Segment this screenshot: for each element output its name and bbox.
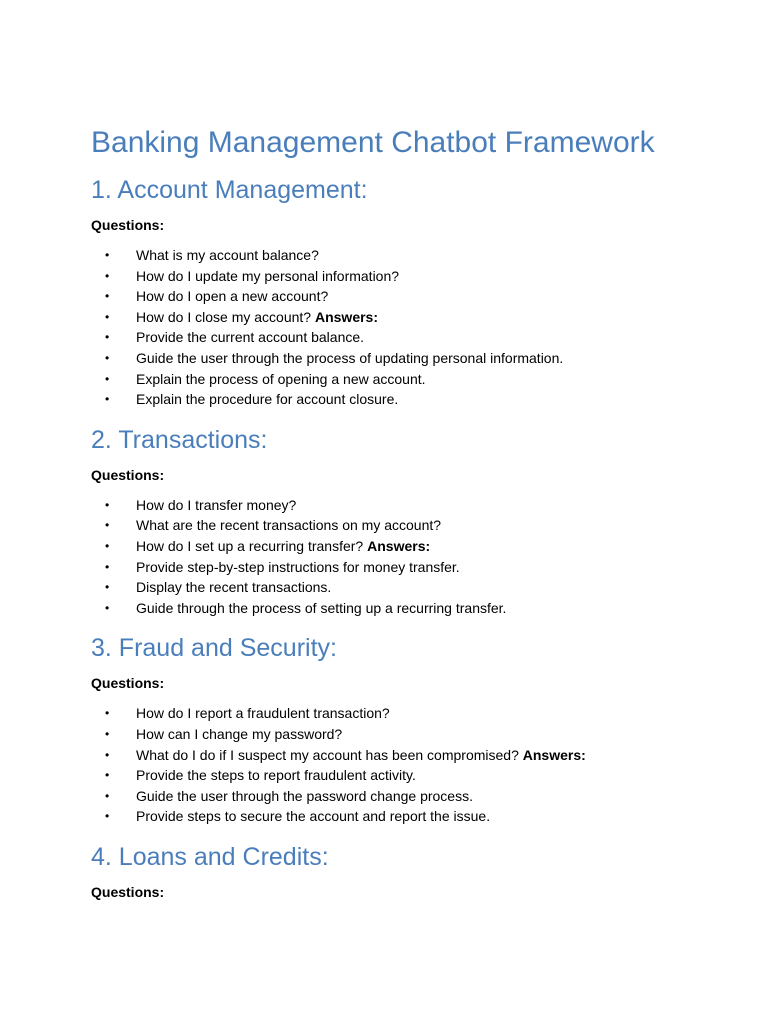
list-item bbox=[91, 245, 708, 266]
document-title: Banking Management Chatbot Framework bbox=[91, 126, 655, 159]
questions-label: Questions: bbox=[91, 675, 165, 692]
section-heading: 1. Account Management: bbox=[91, 176, 368, 204]
list-item-text: Provide steps to secure the account and report the issue. bbox=[136, 808, 491, 825]
answers-label: Answers: bbox=[314, 308, 379, 325]
questions-label: Questions: bbox=[91, 883, 165, 900]
list-item bbox=[91, 598, 708, 619]
list-item bbox=[91, 495, 708, 516]
list-item bbox=[91, 369, 708, 390]
list-item bbox=[91, 806, 708, 827]
bullet-icon: • bbox=[105, 309, 110, 324]
bullet-icon: • bbox=[105, 392, 110, 407]
list-item-text: Guide the user through the process of updating personal information. bbox=[136, 349, 564, 366]
list-item bbox=[91, 286, 708, 307]
bullet-list bbox=[91, 245, 708, 410]
list-item-text: Provide step-by-step instructions for money transfer. bbox=[136, 558, 460, 575]
list-item bbox=[91, 703, 708, 724]
bullet-icon: • bbox=[105, 268, 110, 283]
list-item bbox=[91, 745, 708, 766]
bullet-icon: • bbox=[105, 538, 110, 553]
list-item-text: Explain the procedure for account closure. bbox=[136, 391, 399, 408]
section-heading: 3. Fraud and Security: bbox=[91, 634, 337, 663]
bullet-icon: • bbox=[105, 726, 110, 741]
list-item-text: How do I update my personal information? bbox=[136, 267, 400, 284]
list-item bbox=[91, 266, 708, 287]
bullet-list bbox=[91, 703, 708, 827]
answers-label: Answers: bbox=[522, 746, 586, 763]
bullet-icon: • bbox=[105, 518, 110, 533]
list-item-text: How do I open a new account? bbox=[136, 288, 329, 305]
list-item-text: Provide the current account balance. bbox=[136, 329, 365, 346]
list-item-text: Guide the user through the password change process. bbox=[136, 787, 473, 804]
list-item bbox=[91, 327, 708, 348]
list-item-text: What are the recent transactions on my account? bbox=[136, 517, 442, 534]
section-heading: 4. Loans and Credits: bbox=[91, 842, 329, 871]
bullet-icon: • bbox=[105, 248, 110, 262]
list-item bbox=[91, 389, 708, 410]
bullet-icon: • bbox=[105, 809, 110, 824]
list-item-text: How do I transfer money? bbox=[136, 496, 297, 513]
section bbox=[91, 174, 708, 410]
list-item-text: What is my account balance? bbox=[136, 247, 319, 263]
section-heading: 2. Transactions: bbox=[91, 425, 268, 454]
list-item bbox=[91, 765, 708, 786]
list-item-text: How do I close my account? bbox=[136, 308, 312, 325]
bullet-list bbox=[91, 495, 708, 619]
list-item bbox=[91, 724, 708, 745]
bullet-icon: • bbox=[105, 497, 110, 512]
bullet-icon: • bbox=[105, 788, 110, 803]
list-item-text: Explain the process of opening a new account. bbox=[136, 370, 426, 387]
list-item bbox=[91, 786, 708, 807]
questions-label: Questions: bbox=[91, 466, 165, 483]
section bbox=[91, 841, 708, 901]
list-item-text: How do I set up a recurring transfer? bbox=[136, 537, 364, 554]
bullet-icon: • bbox=[105, 706, 110, 721]
list-item-text: What do I do if I suspect my account has been compromised? bbox=[136, 746, 519, 763]
list-item bbox=[91, 577, 708, 598]
bullet-icon: • bbox=[105, 289, 110, 304]
list-item-text: Guide through the process of setting up a recurring transfer. bbox=[136, 599, 507, 616]
bullet-icon: • bbox=[105, 371, 110, 386]
bullet-icon: • bbox=[105, 600, 110, 615]
list-item bbox=[91, 307, 708, 328]
bullet-icon: • bbox=[105, 559, 110, 574]
sections-container bbox=[91, 174, 708, 901]
list-item bbox=[91, 536, 708, 557]
list-item-text: How can I change my password? bbox=[136, 725, 343, 742]
list-item bbox=[91, 348, 708, 369]
bullet-icon: • bbox=[105, 580, 110, 595]
bullet-icon: • bbox=[105, 768, 110, 783]
bullet-icon: • bbox=[105, 350, 110, 365]
questions-label: Questions: bbox=[91, 217, 165, 233]
section bbox=[91, 424, 708, 619]
answers-label: Answers: bbox=[367, 537, 431, 554]
list-item-text: Display the recent transactions. bbox=[136, 579, 332, 596]
bullet-icon: • bbox=[105, 330, 110, 345]
list-item-text: How do I report a fraudulent transaction? bbox=[136, 705, 390, 722]
list-item-text: Provide the steps to report fraudulent activity. bbox=[136, 767, 416, 784]
section bbox=[91, 632, 708, 827]
bullet-icon: • bbox=[105, 747, 110, 762]
list-item bbox=[91, 515, 708, 536]
list-item bbox=[91, 557, 708, 578]
